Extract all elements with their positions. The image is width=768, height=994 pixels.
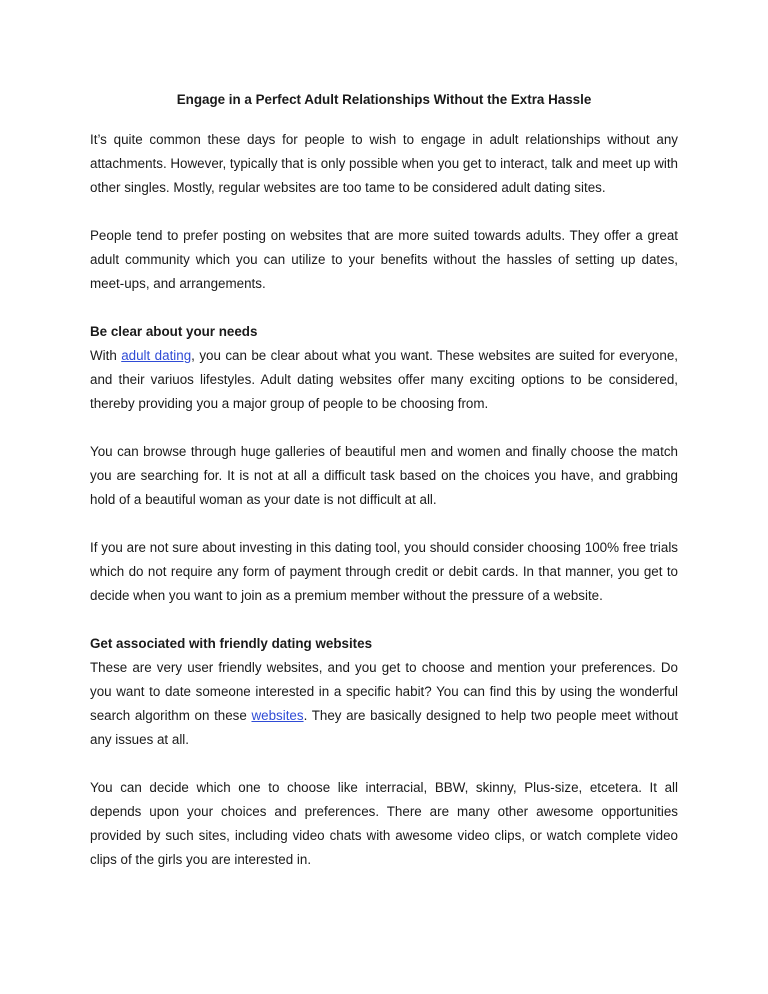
document-page <box>90 88 678 872</box>
section-1-paragraph-1 <box>90 344 678 416</box>
section-heading-clear-needs: Be clear about your needs <box>90 324 258 339</box>
document-title: Engage in a Perfect Adult Relationships Without the Extra Hassle <box>176 92 592 107</box>
text-span: , you can be clear about what you want. These websites are suited for everyone, and their variuos lifestyles. Adult dating websites offer many exciting options to be considered, thereby providing you a major group of people to be choosing from. <box>90 348 678 411</box>
text-span: With <box>90 348 122 363</box>
section-1-paragraph-2: You can browse through huge galleries of beautiful men and women and finally choose the match you are searching for. It is not at all a difficult task based on the choices you have, and grabbing hold of a beautiful woman as your date is not difficult at all. <box>90 444 678 507</box>
adult-dating-link[interactable]: adult dating <box>121 348 192 363</box>
text-span: . They are basically designed to help two people meet without any issues at all. <box>90 708 678 747</box>
intro-paragraph-1: It’s quite common these days for people to wish to engage in adult relationships without any attachments. However, typically that is only possible when you get to interact, talk and meet up with other singles. Mostly, regular websites are too tame to be considered adult dating sites. <box>90 132 679 195</box>
section-heading-friendly-websites: Get associated with friendly dating websites <box>90 636 373 651</box>
intro-paragraph-2: People tend to prefer posting on websites that are more suited towards adults. They offer a great adult community which you can utilize to your benefits without the hassles of setting up dates, meet-ups, and arrangements. <box>90 228 678 291</box>
text-span: These are very user friendly websites, and you get to choose and mention your preferences. Do you want to date someone interested in a specific habit? You can find this by using the wonderful search algorithm on these <box>90 660 678 723</box>
section-2-paragraph-1 <box>90 656 678 752</box>
section-2-paragraph-2: You can decide which one to choose like interracial, BBW, skinny, Plus-size, etcetera. It all depends upon your choices and preferences. There are many other awesome opportunities provided by such sites, including video chats with awesome video clips, or watch complete video clips of the girls you are interested in. <box>90 780 678 867</box>
websites-link[interactable]: websites <box>251 708 304 723</box>
section-1-paragraph-3: If you are not sure about investing in this dating tool, you should consider choosing 100% free trials which do not require any form of payment through credit or debit cards. In that manner, you get to decide when you want to join as a premium member without the pressure of a website. <box>90 540 678 603</box>
